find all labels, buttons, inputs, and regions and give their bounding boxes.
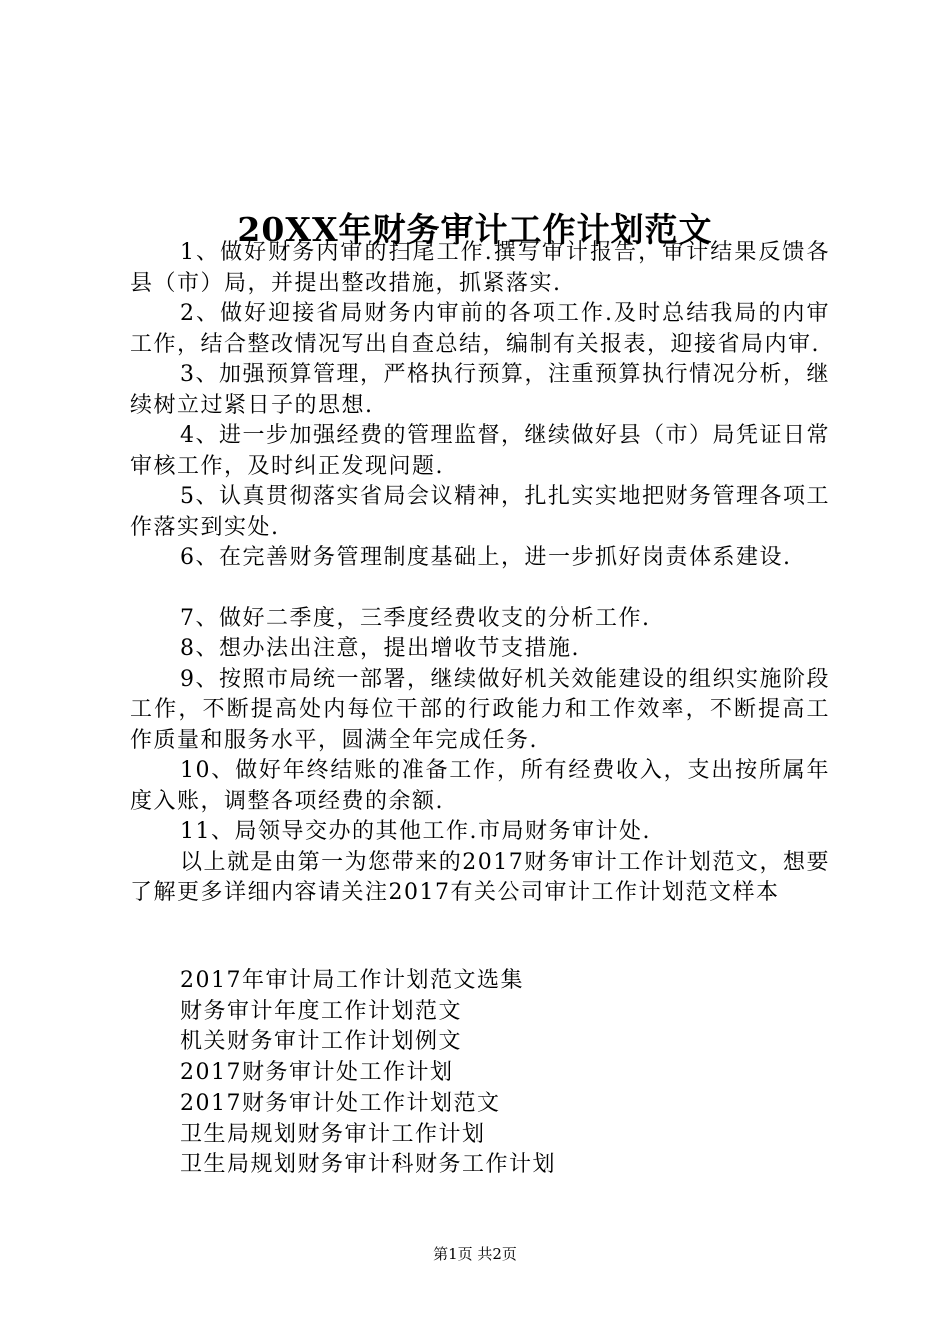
related-link[interactable]: 2017年审计局工作计划范文选集 xyxy=(180,968,524,993)
paragraph-4: 4、进一步加强经费的管理监督，继续做好县（市）局凭证日常审核工作，及时纠正发现问题. xyxy=(130,423,830,479)
paragraph-10: 10、做好年终结账的准备工作，所有经费收入，支出按所属年度入账，调整各项经费的余额. xyxy=(130,758,830,814)
paragraph-2: 2、做好迎接省局财务内审前的各项工作.及时总结我局的内审工作，结合整改情况写出自查总结，编制有关报表，迎接省局内审. xyxy=(130,301,830,357)
paragraph-1: 1、做好财务内审的扫尾工作.撰写审计报告，审计结果反馈各县（市）局，并提出整改措施，抓紧落实. xyxy=(130,240,830,296)
related-link[interactable]: 机关财务审计工作计划例文 xyxy=(180,1029,463,1055)
document-title: 20XX年财务审计工作计划范文 xyxy=(237,210,713,250)
paragraph-6: 6、在完善财务管理制度基础上，进一步抓好岗责体系建设. xyxy=(180,545,792,570)
paragraph-5: 5、认真贯彻落实省局会议精神，扎扎实实地把财务管理各项工作落实到实处. xyxy=(130,484,830,540)
related-links-list xyxy=(180,966,830,1181)
paragraph-11: 11、局领导交办的其他工作.市局财务审计处. xyxy=(180,819,651,844)
related-link[interactable]: 2017财务审计处工作计划 xyxy=(180,1060,454,1086)
paragraph-summary: 以上就是由第一为您带来的2017财务审计工作计划范文，想要了解更多详细内容请关注2017有关公司审计工作计划范文样本 xyxy=(130,849,830,905)
paragraph-3: 3、加强预算管理，严格执行预算，注重预算执行情况分析，继续树立过紧日子的思想. xyxy=(130,362,830,418)
related-link[interactable]: 卫生局规划财务审计科财务工作计划 xyxy=(180,1152,557,1178)
related-link[interactable]: 卫生局规划财务审计工作计划 xyxy=(180,1121,486,1147)
paragraph-8: 8、想办法出注意，提出增收节支措施. xyxy=(180,636,580,661)
document-body xyxy=(130,238,830,909)
paragraph-7: 7、做好二季度，三季度经费收支的分析工作. xyxy=(180,605,651,631)
page-number-footer: 第1页 共2页 xyxy=(433,1245,517,1263)
paragraph-9: 9、按照市局统一部署，继续做好机关效能建设的组织实施阶段工作，不断提高处内每位干部的行政能力和工作效率，不断提高工作质量和服务水平，圆满全年完成任务. xyxy=(130,666,830,753)
related-link[interactable]: 财务审计年度工作计划范文 xyxy=(180,998,463,1024)
related-link[interactable]: 2017财务审计处工作计划范文 xyxy=(180,1090,501,1116)
